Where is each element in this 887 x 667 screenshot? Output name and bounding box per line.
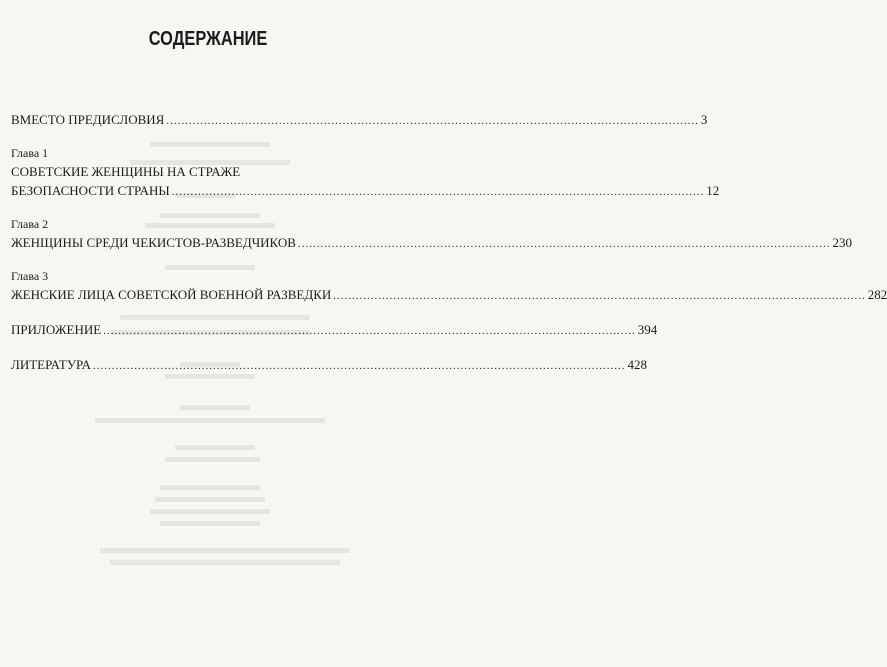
toc-entry-title: ПРИЛОЖЕНИЕ [11, 322, 102, 337]
dot-leader: .............................................................................................................................................. [171, 186, 705, 198]
toc-entry-chapter-2[interactable] [11, 216, 852, 254]
toc-entry-chapter-1[interactable] [11, 145, 720, 202]
toc-entry-title: ЖЕНЩИНЫ СРЕДИ ЧЕКИСТОВ-РАЗВЕДЧИКОВ [11, 235, 296, 250]
dot-leader: .............................................................................................................................................. [333, 290, 866, 302]
dot-leader: .............................................................................................................................................. [297, 238, 831, 250]
dot-leader: .............................................................................................................................................. [166, 115, 699, 127]
toc-page-number: 428 [627, 357, 647, 372]
toc-entry-foreword[interactable] [11, 110, 708, 131]
toc-entry-title: ВМЕСТО ПРЕДИСЛОВИЯ [11, 112, 165, 127]
toc-entry-title: СОВЕТСКИЕ ЖЕНЩИНЫ НА СТРАЖЕ [11, 164, 241, 179]
toc-entry-title-continued: БЕЗОПАСНОСТИ СТРАНЫ [11, 183, 170, 198]
toc-line [11, 320, 658, 341]
chapter-label: Глава 2 [11, 217, 49, 231]
chapter-label: Глава 3 [11, 269, 49, 283]
toc-page-number: 282 [867, 287, 887, 302]
toc-entry-chapter-3[interactable] [11, 268, 887, 306]
toc-page-number: 394 [637, 322, 658, 337]
toc-line [11, 162, 404, 181]
toc-line [11, 110, 708, 131]
toc-entry-appendix[interactable] [11, 320, 658, 341]
toc-line [11, 285, 887, 306]
toc-line [11, 233, 852, 254]
dot-leader: .............................................................................................................................................. [93, 360, 626, 372]
table-of-contents [11, 110, 887, 390]
toc-line [11, 181, 720, 202]
toc-entry-title: ЖЕНСКИЕ ЛИЦА СОВЕТСКОЙ ВОЕННОЙ РАЗВЕДКИ [11, 287, 332, 302]
toc-page-number: 12 [706, 183, 720, 198]
dot-leader: .............................................................................................................................................. [103, 325, 636, 337]
toc-page-number: 230 [832, 235, 852, 250]
chapter-label: Глава 1 [11, 146, 49, 160]
toc-line [11, 355, 647, 376]
toc-entry-title: ЛИТЕРАТУРА [11, 357, 91, 372]
page-title: СОДЕРЖАНИЕ [148, 28, 268, 50]
toc-entry-literature[interactable] [11, 355, 647, 376]
toc-page-number: 3 [700, 112, 708, 127]
